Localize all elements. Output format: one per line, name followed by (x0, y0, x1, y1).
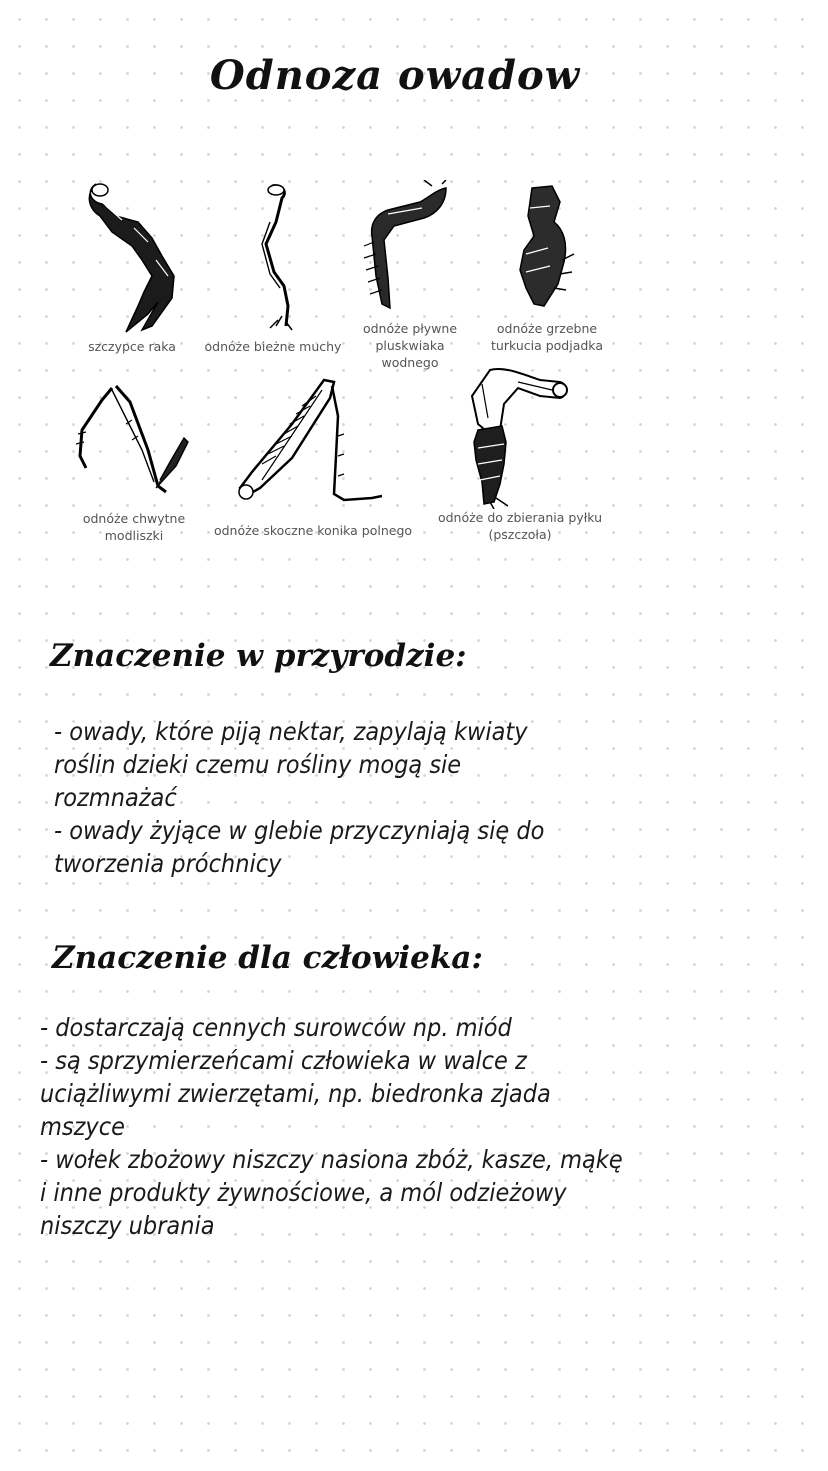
nature-line: - owady, które piją nektar, zapylają kwiaty (54, 717, 528, 746)
nature-text (54, 715, 544, 880)
nature-line: tworzenia próchnicy (54, 849, 282, 878)
nature-line: - owady żyjące w glebie przyczyniają się do (54, 816, 545, 845)
nature-heading: Znaczenie w przyrodzie: (50, 638, 467, 674)
crayfish-claw-drawing (82, 176, 192, 336)
grasshopper-jumping-leg-drawing (232, 376, 392, 506)
human-text (40, 1011, 623, 1242)
page-title: Odnoza owadow (209, 52, 581, 99)
water-bug-swimming-leg-drawing (362, 180, 457, 312)
nature-line: rozmnażać (54, 783, 177, 812)
human-line: mszyce (40, 1112, 125, 1141)
caption-bee: odnóże do zbierania pyłku (pszczoła) (437, 510, 603, 542)
caption-crayfish: szczypce raka (88, 339, 176, 354)
mole-cricket-digging-leg-drawing (508, 184, 578, 310)
caption-water-bug: odnóże pływne pluskwiaka wodnego (362, 321, 458, 370)
human-line: - dostarczają cennych surowców np. miód (40, 1013, 512, 1042)
human-line: - są sprzymierzeńcami człowieka w walce z (40, 1046, 527, 1075)
bee-pollen-leg-drawing (460, 364, 575, 509)
caption-mole-cricket: odnóże grzebne turkucia podjadka (491, 321, 603, 353)
human-line: i inne produkty żywnościowe, a mól odzieżowy (40, 1178, 567, 1207)
human-line: - wołek zbożowy niszczy nasiona zbóż, kasze, mąkę (40, 1145, 623, 1174)
caption-fly: odnóże bieżne muchy (204, 339, 342, 354)
caption-mantis: odnóże chwytne modliszki (82, 511, 186, 543)
mantis-grasping-leg-drawing (72, 380, 197, 500)
caption-grasshopper: odnóże skoczne konika polnego (213, 523, 413, 538)
human-line: niszczy ubrania (40, 1211, 215, 1240)
fly-running-leg-drawing (248, 182, 308, 332)
human-heading: Znaczenie dla człowieka: (52, 940, 483, 976)
nature-line: roślin dzieki czemu rośliny mogą sie (54, 750, 462, 779)
human-line: uciążliwymi zwierzętami, np. biedronka zjada (40, 1079, 551, 1108)
